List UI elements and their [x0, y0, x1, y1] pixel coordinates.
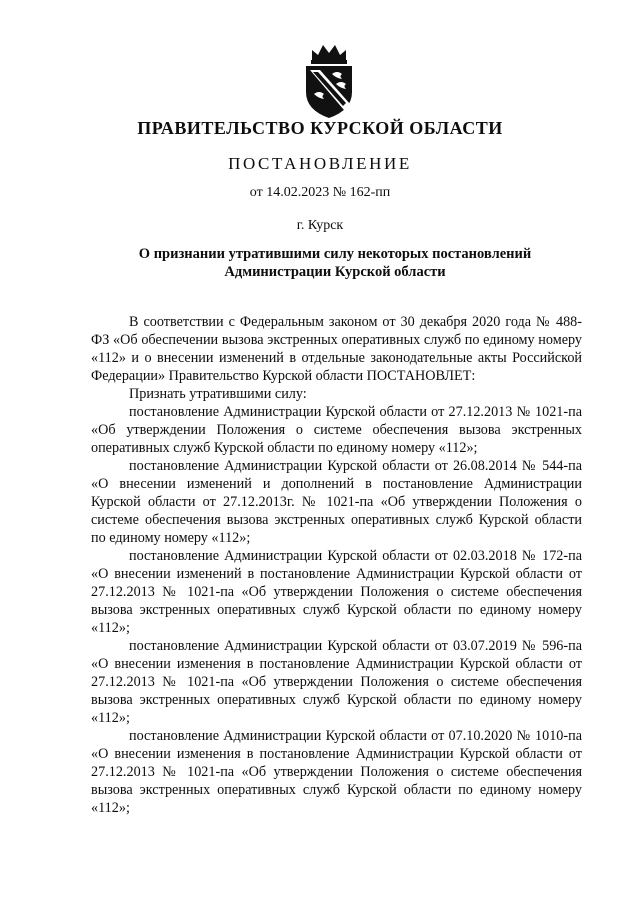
- body-paragraph: постановление Администрации Курской области от 26.08.2014 № 544-па «О внесении изменений и дополнений в постановление Администрации Курской области от 27.12.2013г. № 1021-па «Об утверждении Положения о системе обеспечения вызова экстренных оперативных служб Курской области по единому номеру «112»;: [91, 458, 582, 546]
- document-title-line: Администрации Курской области: [224, 264, 446, 280]
- government-name: ПРАВИТЕЛЬСТВО КУРСКОЙ ОБЛАСТИ: [137, 118, 503, 138]
- body-paragraph: Признать утратившими силу:: [129, 386, 307, 402]
- body-paragraph: постановление Администрации Курской области от 27.12.2013 № 1021-па «Об утверждении Положения о системе обеспечения вызова экстренных оперативных служб Курской области по единому номеру «112»;: [91, 404, 582, 456]
- document-type: ПОСТАНОВЛЕНИЕ: [228, 154, 412, 173]
- kursk-coat-of-arms-icon: [298, 42, 360, 120]
- document-title: [88, 245, 582, 281]
- document-body: [91, 313, 582, 817]
- body-paragraph: постановление Администрации Курской области от 07.10.2020 № 1010-па «О внесении изменения в постановление Администрации Курской области от 27.12.2013 № 1021-па «Об утверждении Положения о системе обеспечения вызова экстренных оперативных служб Курской области по единому номеру «112»;: [91, 728, 582, 816]
- body-paragraph: В соответствии с Федеральным законом от 30 декабря 2020 года № 488-ФЗ «Об обеспечении вызова экстренных оперативных служб по единому номеру «112» и о внесении изменений в отдельные законодательные акты Российской Федерации» Правительство Курской области ПОСТАНОВЛЕТ:: [91, 314, 582, 384]
- body-paragraph: постановление Администрации Курской области от 03.07.2019 № 596-па «О внесении изменения в постановление Администрации Курской области от 27.12.2013 № 1021-па «Об утверждении Положения о системе обеспечения вызова экстренных оперативных служб Курской области по единому номеру «112»;: [91, 638, 582, 726]
- city: г. Курск: [296, 218, 344, 233]
- body-paragraph: постановление Администрации Курской области от 02.03.2018 № 172-па «О внесении изменений в постановление Администрации Курской области от 27.12.2013 № 1021-па «Об утверждении Положения о системе обеспечения вызова экстренных оперативных служб Курской области по единому номеру «112»;: [91, 548, 582, 636]
- document-title-line: О признании утратившими силу некоторых постановлений: [138, 246, 532, 262]
- date-and-number: от 14.02.2023 № 162-пп: [249, 185, 391, 200]
